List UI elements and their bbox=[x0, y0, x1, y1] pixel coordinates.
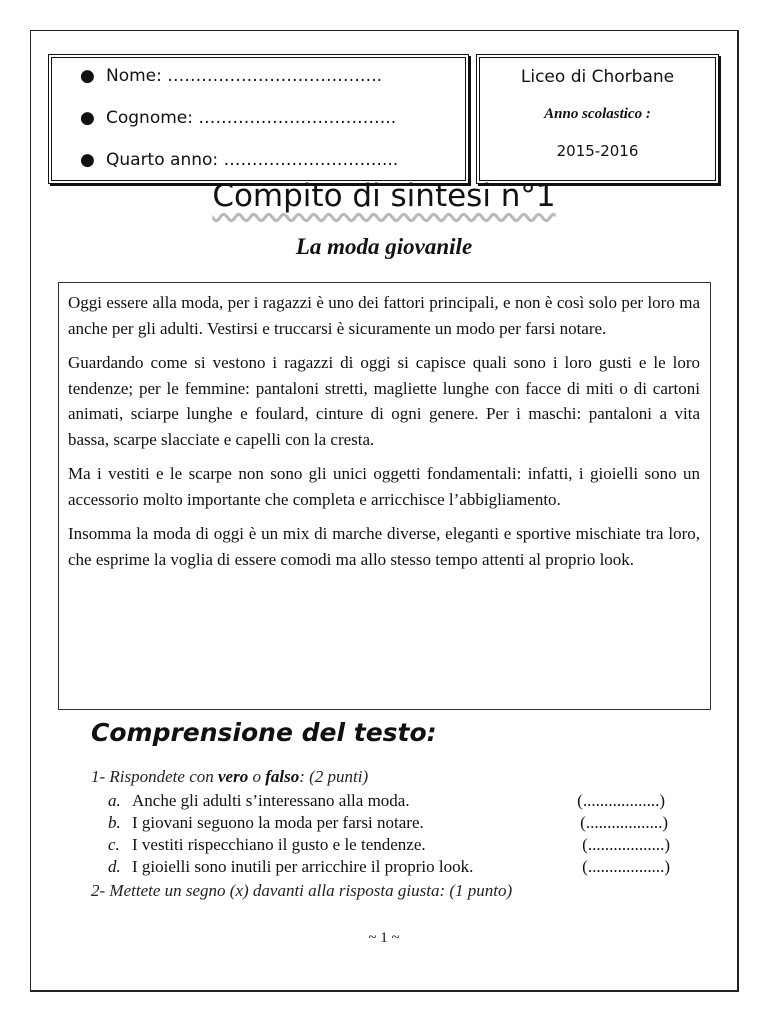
field-dots: …………………………….. bbox=[198, 108, 397, 128]
school-name: Liceo di Chorbane bbox=[520, 67, 675, 87]
text-paragraph: Guardando come si vestono i ragazzi di oggi si capisce quali sono i loro gusti e le loro tendenze; per le femmine: pantaloni stretti, magliette lunghe con facce di miti o di cartoni animati, sciarpe lunghe e foulard, cinture di ogni genere. Per i maschi: pantaloni a vita bassa, scarpe slacciate e capelli con la cresta. bbox=[68, 353, 700, 449]
section-heading: Comprensione del testo: bbox=[91, 718, 437, 747]
field-label: Quarto anno: bbox=[106, 150, 219, 170]
bullet-icon: ● bbox=[80, 66, 95, 86]
answer-blank[interactable]: (..................) bbox=[580, 813, 668, 832]
page-title bbox=[0, 176, 768, 216]
field-cognome bbox=[80, 108, 396, 128]
question-1-suffix: : (2 punti) bbox=[299, 767, 369, 786]
page-title-text: Compito di sintesi n°1 bbox=[212, 178, 556, 214]
true-false-item bbox=[108, 835, 670, 855]
page-subtitle: La moda giovanile bbox=[295, 234, 473, 259]
answer-blank[interactable]: (..................) bbox=[582, 857, 670, 876]
page-number: ~ 1 ~ bbox=[368, 930, 400, 946]
true-false-item bbox=[108, 791, 670, 811]
text-paragraph: Insomma la moda di oggi è un mix di marche diverse, eleganti e sportive mischiate tra loro, che esprime la voglia di essere comodi ma allo stesso tempo attenti al proprio look. bbox=[68, 524, 700, 569]
school-info-box bbox=[476, 54, 719, 184]
item-letter: b. bbox=[108, 813, 121, 832]
school-year-label: Anno scolastico : bbox=[544, 106, 651, 122]
true-false-item bbox=[108, 857, 670, 877]
answer-blank[interactable]: (..................) bbox=[582, 835, 670, 854]
item-text: Anche gli adulti s’interessano alla moda. bbox=[132, 791, 410, 810]
item-text: I giovani seguono la moda per farsi notare. bbox=[132, 813, 424, 832]
school-years: 2015-2016 bbox=[556, 142, 639, 160]
question-1-prefix: 1- Rispondete con bbox=[91, 767, 218, 786]
word-vero: vero bbox=[218, 767, 249, 786]
item-letter: c. bbox=[108, 835, 120, 854]
item-text: I vestiti rispecchiano il gusto e le tendenze. bbox=[132, 835, 426, 854]
question-1-middle: o bbox=[248, 767, 266, 786]
reading-text-box bbox=[58, 282, 711, 710]
field-label: Nome: bbox=[106, 66, 162, 86]
field-nome bbox=[80, 66, 382, 86]
student-info-box bbox=[48, 54, 469, 184]
item-letter: a. bbox=[108, 791, 121, 810]
field-dots: ……………………….... bbox=[223, 150, 399, 170]
true-false-item bbox=[108, 813, 670, 833]
answer-blank[interactable]: (..................) bbox=[577, 791, 665, 810]
item-text: I gioielli sono inutili per arricchire il proprio look. bbox=[132, 857, 474, 876]
bullet-icon: ● bbox=[80, 108, 95, 128]
field-label: Cognome: bbox=[106, 108, 193, 128]
question-2: 2- Mettete un segno (x) davanti alla risposta giusta: (1 punto) bbox=[91, 881, 513, 900]
word-falso: falso bbox=[265, 767, 300, 786]
field-dots: ……………………………….. bbox=[167, 66, 383, 86]
field-quarto-anno bbox=[80, 150, 398, 170]
text-paragraph: Oggi essere alla moda, per i ragazzi è uno dei fattori principali, e non è così solo per loro ma anche per gli adulti. Vestirsi e truccarsi è sicuramente un modo per farsi notare. bbox=[68, 293, 700, 338]
question-1 bbox=[91, 767, 368, 787]
item-letter: d. bbox=[108, 857, 121, 876]
text-paragraph: Ma i vestiti e le scarpe non sono gli unici oggetti fondamentali: infatti, i gioielli sono un accessorio molto importante che completa e arricchisce l’abbigliamento. bbox=[68, 464, 700, 509]
bullet-icon: ● bbox=[80, 150, 95, 170]
